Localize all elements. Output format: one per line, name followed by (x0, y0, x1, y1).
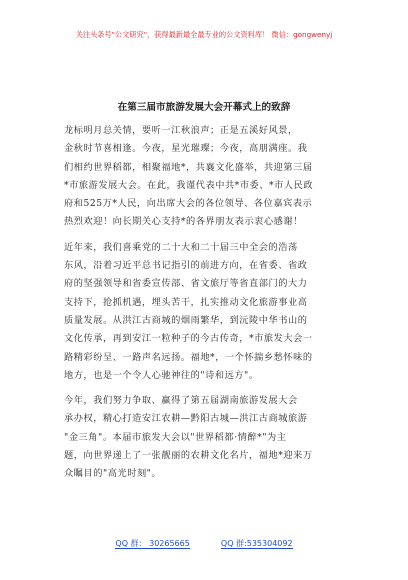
paragraph-line: 金秋时节喜相逢。今夜，星光璀璨；今夜，高朋满座。我 (64, 143, 308, 155)
paragraph-line: 文化传承，再到安江一粒种子的今古传奇，*市旅发大会一 (64, 333, 313, 345)
paragraph-line: 东风，沿着习近平总书记指引的前进方向，在省委、省政 (64, 260, 308, 272)
paragraph-line: 题，向世界递上了一张靓丽的农耕文化名片，福地*迎来万 (64, 450, 313, 462)
footer-qq-group-1: QQ 群： 30265665 (115, 539, 190, 548)
paragraph-line: 府的坚强领导和省委宣传部、省文旅厅等省直部门的大力 (64, 278, 308, 290)
paragraph-line: 承办权，精心打造安江农耕—黔阳古城—洪江古商城旅游 (64, 413, 308, 425)
paragraph-line: *市旅游发展大会。在此，我谨代表中共*市委、*市人民政 (64, 179, 314, 191)
document-body (64, 122, 346, 491)
header-banner: 关注头条号"公文研究"，获得最新最全最专业的公文资料库！ 微信：gongwenyj (75, 30, 333, 39)
paragraph-line: 路精彩纷呈、一路声名远扬。福地*，一个怀揣乡愁怀味的 (64, 351, 313, 363)
document-title: 在第三届市旅游发展大会开幕式上的致辞 (117, 102, 291, 113)
paragraph-line: 热烈欢迎！向长期关心支持*的各界朋友表示衷心感谢！ (64, 216, 303, 228)
paragraph-line: 们相约世界稻都，相聚福地*，共襄文化盛举，共迎第三届 (64, 161, 313, 173)
footer-contacts (0, 538, 408, 549)
paragraph (64, 122, 346, 232)
paragraph-line: 众瞩目的"高光时刻"。 (64, 468, 162, 480)
paragraph-line: 地方，也是一个令人心驰神往的"诗和远方"。 (64, 369, 259, 381)
paragraph-line: 龙标明月总关情，要听一江秋浪声；正是五溪好风景， (64, 125, 298, 136)
paragraph (64, 239, 346, 385)
paragraph-line: "金三角"。本届市旅发大会以"世界稻都·情醉*"为主 (64, 431, 287, 443)
footer-qq-group-2: QQ 群:535304092 (220, 539, 293, 548)
paragraph-line: 质量发展。从洪江古商城的烟雨繁华，到沅陵中华书山的 (64, 314, 308, 326)
paragraph-line: 支持下，抢抓机遇，埋头苦干，扎实推动文化旅游事业高 (64, 296, 308, 308)
paragraph-line: 府和525万*人民，向出席大会的各位领导、各位嘉宾表示 (64, 198, 313, 210)
paragraph-line: 近年来，我们喜乘党的二十大和二十届三中全会的浩荡 (64, 241, 298, 253)
paragraph (64, 392, 346, 483)
paragraph-line: 今年，我们努力争取、赢得了第五届湖南旅游发展大会 (64, 395, 298, 407)
